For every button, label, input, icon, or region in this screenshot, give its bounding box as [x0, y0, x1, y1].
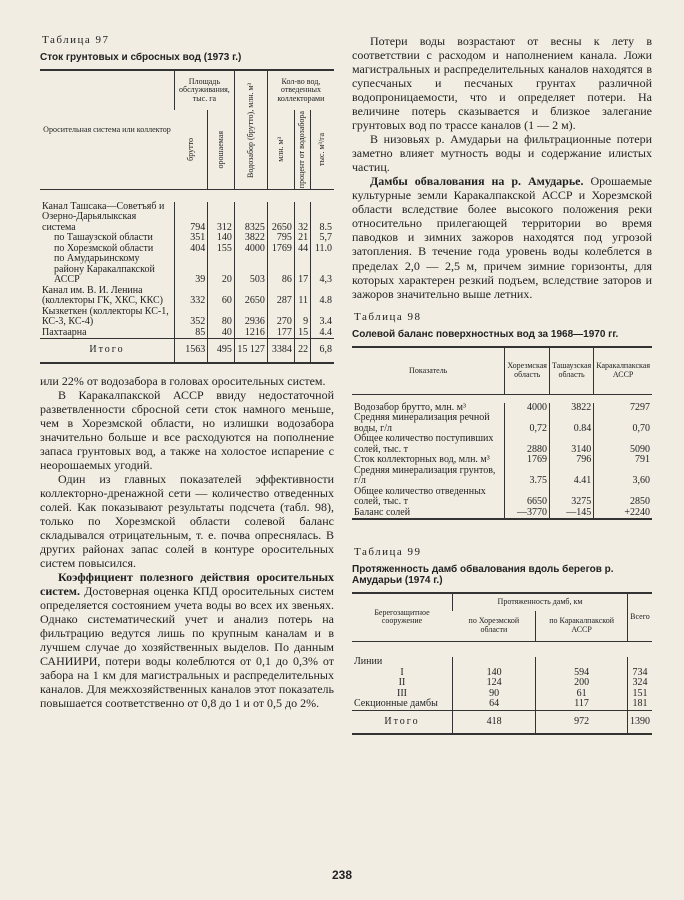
table-row: Канал им. В. И. Ленина (коллекторы ГК, ХКС, ККС) 332 60 2650 287 11 4.8	[42, 284, 332, 307]
table99-caption: Таблица 99	[354, 546, 422, 559]
t98-header-kara: Каракалпакская АССР	[594, 347, 652, 395]
t97-header-mln: млн. м³	[267, 110, 294, 190]
section-heading: Дамбы обвалования на р. Амударье.	[370, 174, 584, 189]
table98	[352, 346, 652, 521]
t97-header-intake: Водозабор (брутто), млн. м³	[234, 70, 267, 190]
table-row: Водозабор брутто, млн. м³ 4000 3822 7297	[354, 401, 650, 413]
t97-header-volume: Кол-во вод, отведенных коллекторами	[267, 70, 334, 110]
t99-header-length: Протяженность дамб, км	[453, 593, 628, 611]
table-row: Кызкеткен (коллекторы КС-1, КС-3, КС-4) 352 80 2936 270 9 3.4	[42, 305, 332, 328]
left-column	[40, 34, 334, 710]
table-row: Линии	[352, 657, 652, 668]
table-row: по Ташаузской области 351 140 3822 795 21 5,7	[54, 232, 332, 244]
table97-title: Сток грунтовых и сбросных вод (1973 г.)	[40, 52, 242, 63]
t99-header-total: Всего	[627, 593, 652, 641]
table-row: Сток коллекторных вод, млн. м³ 1769 796 791	[354, 454, 650, 466]
table98-title: Солевой баланс поверхностных вод за 1968—1970 гг.	[352, 328, 619, 340]
table-row: по Хорезмской области 404 155 4000 1769 44 11.0	[54, 242, 332, 254]
paragraph: В Каракалпакской АССР ввиду недостаточной разветвленности сбросной сети сток намного меньше, чем в Хорезмской области, но излишки водозабора значительно больше и все расходуются на пополнение запаса грунтовых вод, а также на холостое испарение с неорошаемых угодий.	[40, 387, 334, 472]
paragraph: или 22% от водозабора в головах оросительных систем.	[40, 373, 326, 388]
left-body-text	[40, 374, 334, 711]
table-row: Средняя минерализация грунтов, г/л 3.75 4.41 3,60	[354, 464, 650, 487]
right-body-text	[352, 34, 652, 301]
table-total-row: Итого 418 972 1390	[352, 710, 652, 734]
page-number: 238	[331, 868, 353, 882]
t99-header-kara: по Каракалпакской АССР	[536, 611, 628, 641]
t97-header-pct: процент от водозабора	[294, 110, 310, 190]
t97-header-area: Площадь обслуживания, тыс. га	[175, 70, 235, 110]
t97-header-irrigated: орошаемая	[208, 110, 235, 190]
right-column	[352, 34, 652, 735]
paragraph: Коэффициент полезного действия оросительных систем. Достоверная оценка КПД оросительных систем определяется состоянием учета воды во всех их звеньях. Однако систематический учет и анализ потерь на фильтрацию ведутся лишь по крупным каналам и в лучшем случае до хозяйственных выделов. По данным САНИИРИ, потери воды колеблются от 0,1 до 0,3% от забора на 1 км для магистральных и распределительных каналов. Для межхозяйственных каналов этот показатель повышается соответственно от 0,8 до 1 и от 0,5 до 2%.	[40, 570, 334, 711]
paragraph: Потери воды возрастают от весны к лету в соответствии с расходом и наполнением канала. Ложи магистральных и распределительных каналов находятся в супесчаных и песчаных грунтах различной водопроницаемости, что и определяет потери. На величине потерь сказывается и близкое залегание грунтовых вод по трассе каналов (1 — 2 м).	[352, 34, 652, 133]
table98-caption: Таблица 98	[354, 310, 422, 323]
t97-header-ths: тыс. м³/га	[311, 110, 334, 190]
section-heading: Коэффициент полезного действия оросительных систем.	[40, 570, 334, 599]
t97-header-gross: брутто	[185, 138, 195, 162]
table-row: III 90 61 151	[352, 689, 652, 700]
table-row: по Амударьинскому району Каракалпакской АССР 39 20 503 86 17 4,3	[54, 253, 332, 286]
paragraph: Один из главных показателей эффективности коллекторно-дренажной сети — количество отведенных солей. Как показывают результаты подсчета (табл. 98), только по Хорезмской области солевой баланс складывался отрицательным, т. е. почва опреснялась. В других районах запас солей в контуре оросительных систем повысился.	[40, 471, 334, 571]
t98-header-tashauz: Ташаузская область	[549, 347, 593, 395]
table99-title: Протяженность дамб обвалования вдоль берегов р. Амударьи (1974 г.)	[352, 564, 614, 587]
table-row: Секционные дамбы 64 117 181	[352, 699, 652, 710]
t99-header-khorezm: по Хорезмской области	[468, 616, 520, 634]
table-row: Общее количество отведенных солей, тыс. т 6650 3275 2850	[354, 485, 650, 508]
table-total-row: Итого 1563 495 15 127 3384 22 6,8	[40, 339, 334, 363]
t97-header-system: Оросительная система или коллектор	[43, 124, 171, 134]
table-row: Канал Ташсака—Советъяб и Озерно-Дарьялыкская система 794 312 8325 2650 32 8.5	[42, 200, 332, 233]
table-row: Общее количество поступивших солей, тыс. т 2880 3140 5090	[354, 433, 650, 455]
paragraph: В низовьях р. Амударьи на фильтрационные потери заметно влияет мутность воды и содержание илистых частиц.	[352, 132, 652, 175]
table-row: Пахтаарна 85 40 1216 177 15 4.4	[42, 326, 332, 338]
table-row: II 124 200 324	[352, 678, 652, 689]
table-row: I 140 594 734	[352, 668, 652, 679]
t98-header-indicator: Показатель	[409, 365, 448, 375]
table99	[352, 592, 652, 735]
table-row: Средняя минерализация речной воды, г/л 0,72 0.84 0,70	[354, 412, 650, 434]
t99-header-structure: Берегозащитное сооружение	[374, 607, 430, 626]
table-row: Баланс солей —3770 —145 +2240	[354, 506, 650, 518]
paragraph: Дамбы обвалования на р. Амударье. Орошаемые культурные земли Каракалпакской АССР и Хорезмской области вследствие более высокого положения реки относительно прилегающей территории во время паводков и зимних зажоров находятся под угрозой затопления. В течение года уровень воды колеблется в пределах 2,0 — 2,5 м, причем зимние горизонты, для которых характерен резкий подъем, вследствие заторов и зажоров значительно выше летних.	[352, 174, 652, 301]
table97	[40, 69, 334, 364]
table97-caption: Таблица 97	[42, 34, 110, 46]
t98-header-khorezm: Хорезмская область	[505, 347, 550, 395]
